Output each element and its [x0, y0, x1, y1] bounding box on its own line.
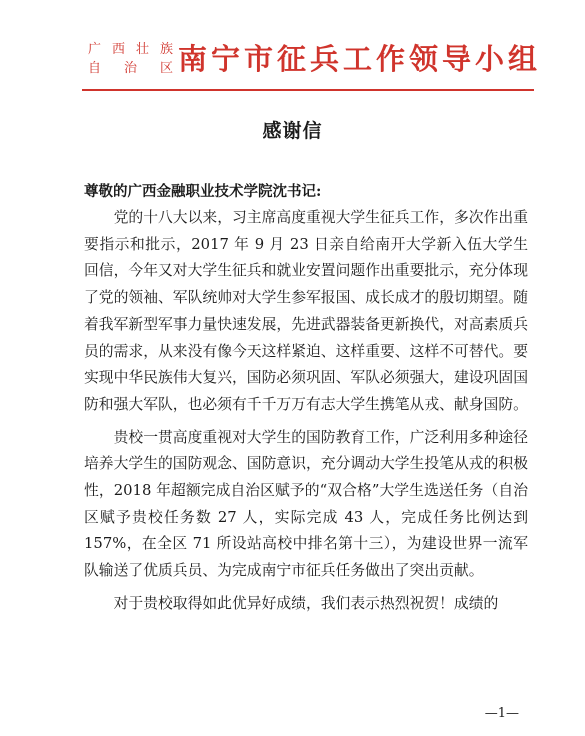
letterhead-region-line1: 广西壮族 [88, 42, 174, 57]
letterhead [88, 38, 542, 88]
letterhead-red-rule [82, 89, 534, 91]
letterhead-region-line2: 自治区 [88, 61, 174, 76]
page-number: —1— [484, 706, 519, 721]
letterhead-region [88, 40, 174, 78]
paragraph-2: 贵校一贯高度重视对大学生的国防教育工作，广泛利用多种途径培养大学生的国防观念、国防意识，充分调动大学生投笔从戎的积极性，2018 年超额完成自治区赋予的“双合格”大学生选送任务（自治区赋予贵校任务数 27 人，实际完成 43 人，完成任务比例达到 157%，在全区 71 所设站高校中排名第十三），为建设世界一流军队输送了优质兵员、为完成南宁市征兵任务做出了突出贡献。 [84, 428, 528, 580]
letter-body [84, 205, 528, 624]
salutation: 尊敬的广西金融职业技术学院沈书记: [84, 183, 322, 200]
letter-title: 感谢信 [262, 120, 323, 142]
paragraph-1: 党的十八大以来，习主席高度重视大学生征兵工作，多次作出重要指示和批示，2017 年 9 月 23 日亲自给南开大学新入伍大学生回信，今年又对大学生征兵和就业安置问题作出重要批示，充分体现了党的领袖、军队统帅对大学生参军报国、成长成才的殷切期望。随着我军新型军事力量快速发展，先进武器装备更新换代，对高素质兵员的需求，从来没有像今天这样紧迫、这样重要、这样不可替代。要实现中华民族伟大复兴，国防必须巩固、军队必须强大，建设巩固国防和强大军队，也必须有千千万万有志大学生携笔从戎、献身国防。 [84, 209, 528, 413]
paragraph-3: 对于贵校取得如此优异好成绩，我们表示热烈祝贺！成绩的 [113, 594, 499, 612]
letterhead-org-name: 南宁市征兵工作领导小组 [178, 42, 542, 76]
